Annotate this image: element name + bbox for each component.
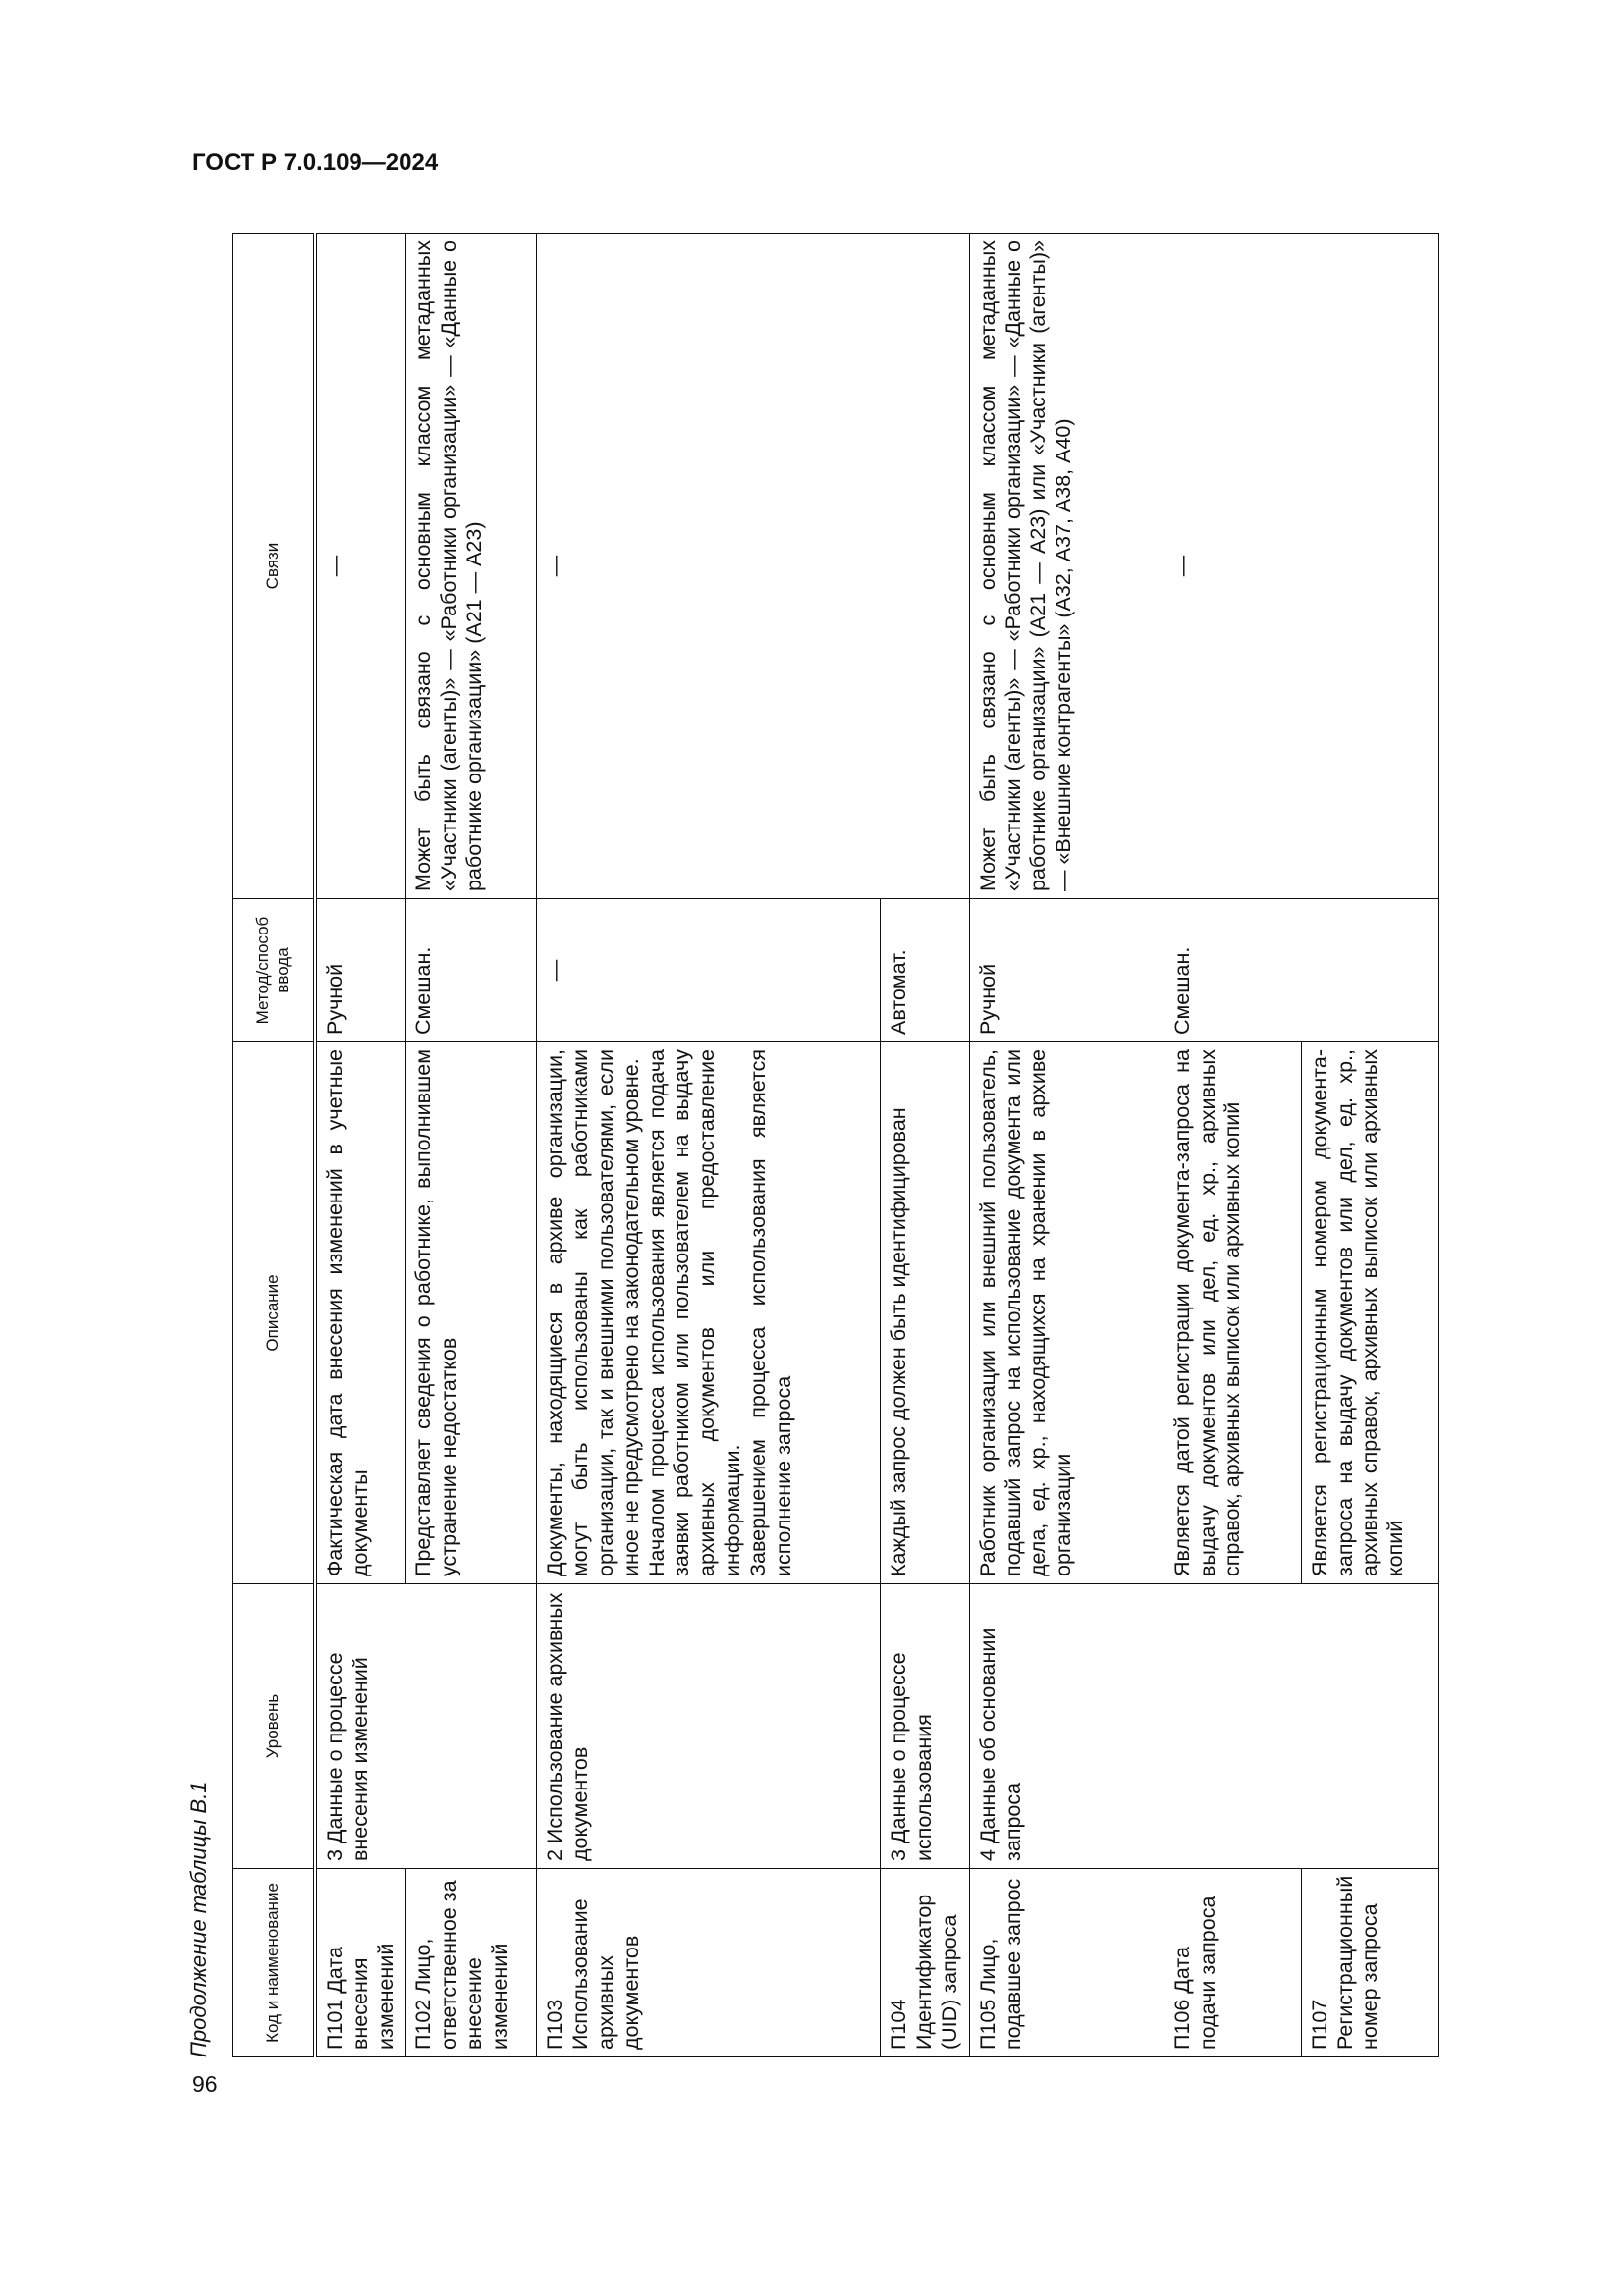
cell-links: —	[537, 234, 969, 899]
cell-links: Может быть связано с основным классом метаданных «Участники (агенты)» — «Работники организации» — «Данные о работнике организации» (А21 — А23)	[406, 234, 537, 899]
cell-description: Каждый запрос должен быть идентифицирован	[881, 1042, 969, 1584]
description-paragraph: Документы, находящиеся в архиве организации, могут быть использованы как работниками организации, так и внешними пользователями, если иное не предусмотрено на законодательном уровне.	[543, 1049, 643, 1576]
cell-description: Фактическая дата внесения изменений в учетные документы	[315, 1042, 406, 1584]
page-number: 96	[192, 2071, 218, 2097]
table-header-row	[233, 234, 316, 2057]
cell-description: Является датой регистрации документа-запроса на выдачу документов или дел, ед. хр., архивных справок, архивных выписок или архивных копий	[1164, 1042, 1301, 1584]
table-row	[537, 234, 881, 2057]
description-paragraph: Началом процесса использования является подача заявки работником или пользователем на выдачу архивных документов или предоставление информации.	[644, 1049, 744, 1576]
table-caption: Продолжение таблицы В.1	[187, 1781, 211, 2057]
header-method: Метод/способ ввода	[233, 899, 316, 1042]
cell-code: П101 Дата внесения изменений	[315, 1869, 406, 2057]
table-row	[969, 234, 1164, 2057]
cell-links: —	[315, 234, 406, 899]
metadata-table	[232, 233, 1439, 2057]
cell-description: Работник организации или внешний пользователь, подавший запрос на использование документа или дела, ед. хр., находящихся на хранении в архиве организации	[969, 1042, 1164, 1584]
document-header: ГОСТ Р 7.0.109—2024	[192, 149, 439, 176]
table-row	[315, 234, 406, 2057]
cell-method: Смешан.	[406, 899, 537, 1042]
cell-method: Смешан.	[1164, 899, 1438, 1042]
cell-code: П107 Регистрационный номер запроса	[1301, 1869, 1438, 2057]
header-description: Описание	[233, 1042, 316, 1584]
cell-level: 3 Данные о процессе использования	[881, 1584, 969, 1869]
cell-code: П104 Идентификатор (UID) запроса	[881, 1869, 969, 2057]
description-paragraph: Завершением процесса использования является исполнение запроса	[745, 1049, 795, 1576]
cell-code: П105 Лицо, подавшее запрос	[969, 1869, 1164, 2057]
cell-links: Может быть связано с основным классом метаданных «Участники (агенты)» — «Работники организации» — «Данные о работнике организации» (А21 — А23) или «Участники (агенты)» — «Внешние контрагенты» (А32, А37, А38, А40)	[969, 234, 1164, 899]
cell-code: П103 Использование архивных документов	[537, 1869, 881, 2057]
cell-links: —	[1164, 234, 1438, 899]
cell-level: 3 Данные о процессе внесения изменений	[315, 1584, 537, 1869]
cell-level: 4 Данные об основании запроса	[969, 1584, 1438, 1869]
cell-method: Ручной	[969, 899, 1164, 1042]
cell-code: П102 Лицо, ответственное за внесение изменений	[406, 1869, 537, 2057]
header-level: Уровень	[233, 1584, 316, 1869]
cell-description	[537, 1042, 881, 1584]
header-links: Связи	[233, 234, 316, 899]
cell-method: Автомат.	[881, 899, 969, 1042]
cell-method: Ручной	[315, 899, 406, 1042]
header-code: Код и наименование	[233, 1869, 316, 2057]
cell-method: —	[537, 899, 881, 1042]
cell-description: Представляет сведения о работнике, выполнившем устранение недостатков	[406, 1042, 537, 1584]
cell-level: 2 Использование архивных документов	[537, 1584, 881, 1869]
landscape-page-content	[187, 208, 1437, 2079]
cell-code: П106 Дата подачи запроса	[1164, 1869, 1301, 2057]
cell-description: Является регистрационным номером документа-запроса на выдачу документов или дел, ед. хр., архивных справок, архивных выписок или архивных копий	[1301, 1042, 1438, 1584]
